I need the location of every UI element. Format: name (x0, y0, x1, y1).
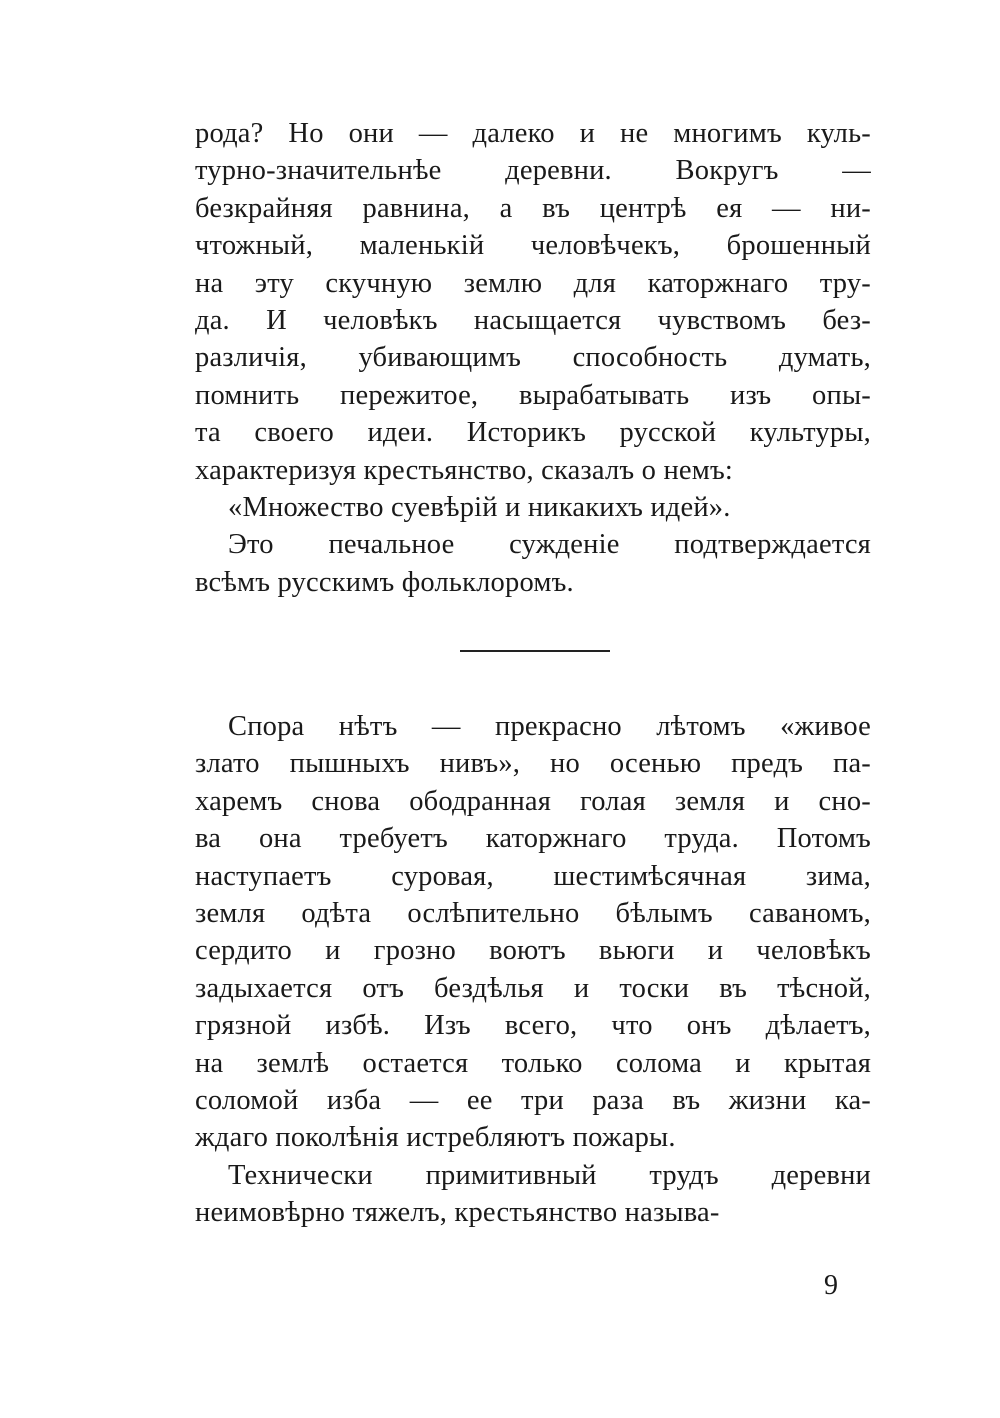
text-line: задыхается отъ бездѣлья и тоски въ тѣсной, (195, 972, 871, 1004)
text-line: чтожный, маленькій человѣчекъ, брошенный (195, 230, 871, 262)
text-line: характеризуя крестьянство, сказалъ о немъ: (195, 454, 734, 486)
text-line: ва она требуетъ каторжнаго труда. Потомъ (195, 823, 871, 855)
text-line: та своего идеи. Историкъ русской культуры, (195, 417, 871, 449)
text-line: различія, убивающимъ способность думать, (195, 342, 871, 374)
text-line: помнить пережитое, вырабатывать изъ опы- (195, 379, 871, 411)
text-line: харемъ снова ободранная голая земля и сно- (195, 785, 871, 817)
text-line: грязной избѣ. Изъ всего, что онъ дѣлаетъ, (195, 1010, 871, 1042)
text-line: Спора нѣтъ — прекрасно лѣтомъ «живое (228, 711, 871, 742)
section-divider (460, 650, 610, 652)
text-line: земля одѣта ослѣпительно бѣлымъ саваномъ, (195, 898, 871, 929)
text-line: на землѣ остается только солома и крытая (195, 1047, 871, 1079)
text-line: всѣмъ русскимъ фольклоромъ. (195, 566, 574, 598)
text-line: соломой изба — ее три раза въ жизни ка- (195, 1085, 871, 1116)
text-line: сердито и грозно воютъ вьюги и человѣкъ (195, 935, 871, 967)
page-number: 9 (824, 1270, 838, 1301)
text-line: Технически примитивный трудъ деревни (228, 1159, 871, 1191)
text-line: наступаетъ суровая, шестимѣсячная зима, (195, 860, 871, 892)
text-line: ждаго поколѣнія истребляютъ пожары. (195, 1122, 676, 1154)
text-line: неимовѣрно тяжелъ, крестьянство называ- (195, 1197, 720, 1229)
text-line: на эту скучную землю для каторжнаго тру- (195, 267, 871, 299)
text-line: злато пышныхъ нивъ», но осенью предъ па- (195, 748, 871, 780)
text-line: да. И человѣкъ насыщается чувствомъ без- (195, 305, 871, 336)
text-line: турно-значительнѣе деревни. Вокругъ — (195, 155, 871, 187)
text-line: «Множество суевѣрій и никакихъ идей». (228, 492, 731, 523)
text-line: рода? Но они — далеко и не многимъ куль- (195, 118, 871, 149)
text-line: безкрайняя равнина, а въ центрѣ ея — ни- (195, 192, 871, 224)
text-line: Это печальное сужденіе подтверждается (228, 529, 871, 561)
